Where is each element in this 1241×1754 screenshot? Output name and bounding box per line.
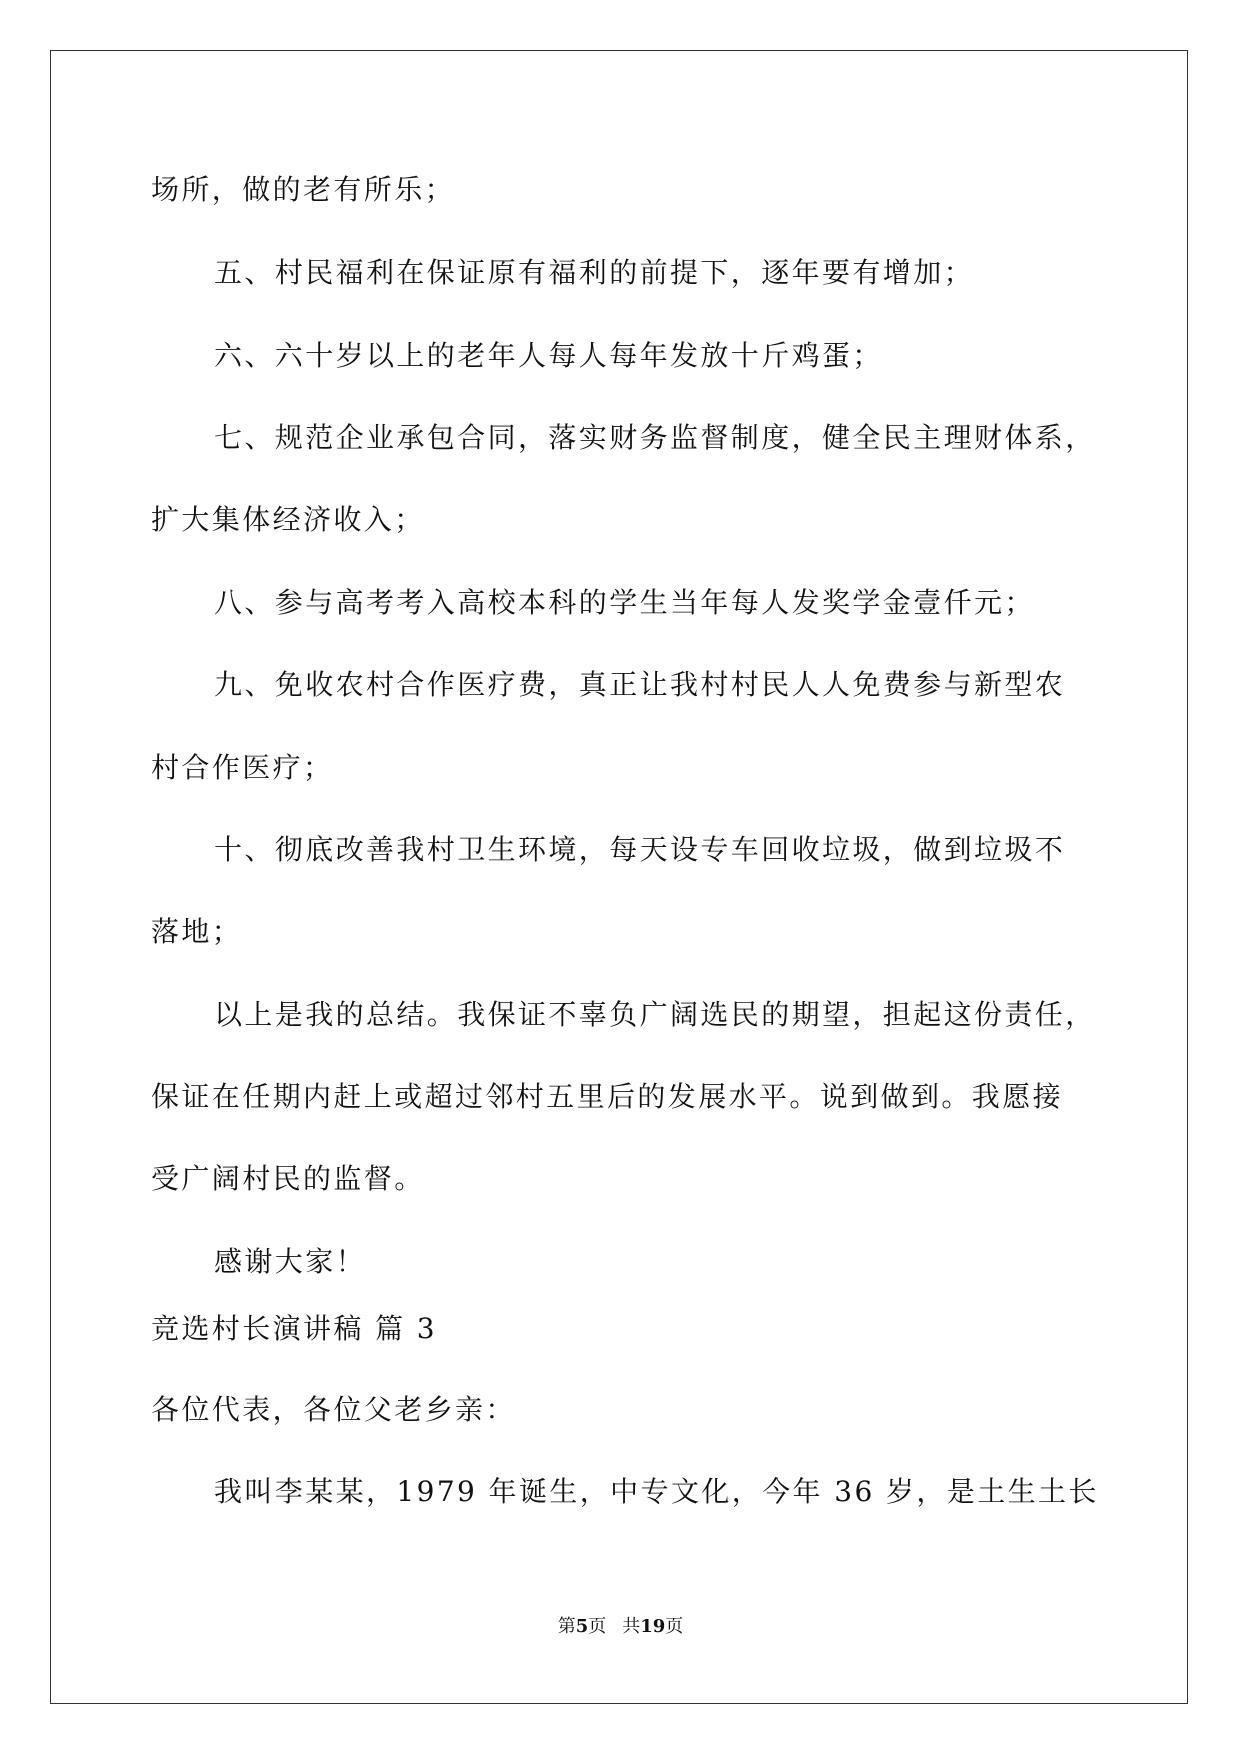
footer-page-current: 5 bbox=[575, 1616, 589, 1637]
footer-page-total: 19 bbox=[640, 1616, 666, 1637]
body-line-13: 受广阔村民的监督。 bbox=[151, 1162, 425, 1195]
body-line-3: 六、六十岁以上的老年人每人每年发放十斤鸡蛋； bbox=[214, 339, 883, 372]
body-line-7: 九、免收农村合作医疗费，真正让我村村民人人免费参与新型农 bbox=[214, 668, 1066, 701]
footer-total-unit: 页 bbox=[665, 1616, 684, 1637]
page-footer bbox=[0, 1616, 1241, 1638]
body-line-11: 以上是我的总结。我保证不辜负广阔选民的期望，担起这份责任， bbox=[214, 998, 1096, 1031]
body-line-14: 感谢大家！ bbox=[214, 1245, 367, 1278]
body-line-6: 八、参与高考考入高校本科的学生当年每人发奖学金壹仟元； bbox=[214, 586, 1035, 619]
body-line-4: 七、规范企业承包合同，落实财务监督制度，健全民主理财体系， bbox=[214, 421, 1096, 454]
salutation-line: 各位代表，各位父老乡亲： bbox=[151, 1393, 516, 1426]
body-line-8: 村合作医疗； bbox=[151, 751, 334, 784]
body-line-10: 落地； bbox=[151, 915, 243, 948]
body-line-17: 我叫李某某，1979 年诞生，中专文化，今年 36 岁，是土生土长 bbox=[214, 1475, 1099, 1508]
body-line-1: 场所，做的老有所乐； bbox=[151, 173, 456, 206]
body-line-9: 十、彻底改善我村卫生环境，每天设专车回收垃圾，做到垃圾不 bbox=[214, 833, 1066, 866]
footer-page-unit: 页 bbox=[588, 1616, 607, 1637]
page-border bbox=[50, 50, 1188, 1704]
body-line-2: 五、村民福利在保证原有福利的前提下，逐年要有增加； bbox=[214, 256, 975, 289]
footer-total-prefix: 共 bbox=[622, 1616, 641, 1637]
body-line-12: 保证在任期内赶上或超过邻村五里后的发展水平。说到做到。我愿接 bbox=[151, 1080, 1064, 1113]
section-heading: 竞选村长演讲稿 篇 3 bbox=[151, 1312, 438, 1345]
footer-page-prefix: 第 bbox=[557, 1616, 576, 1637]
body-line-5: 扩大集体经济收入； bbox=[151, 503, 425, 536]
